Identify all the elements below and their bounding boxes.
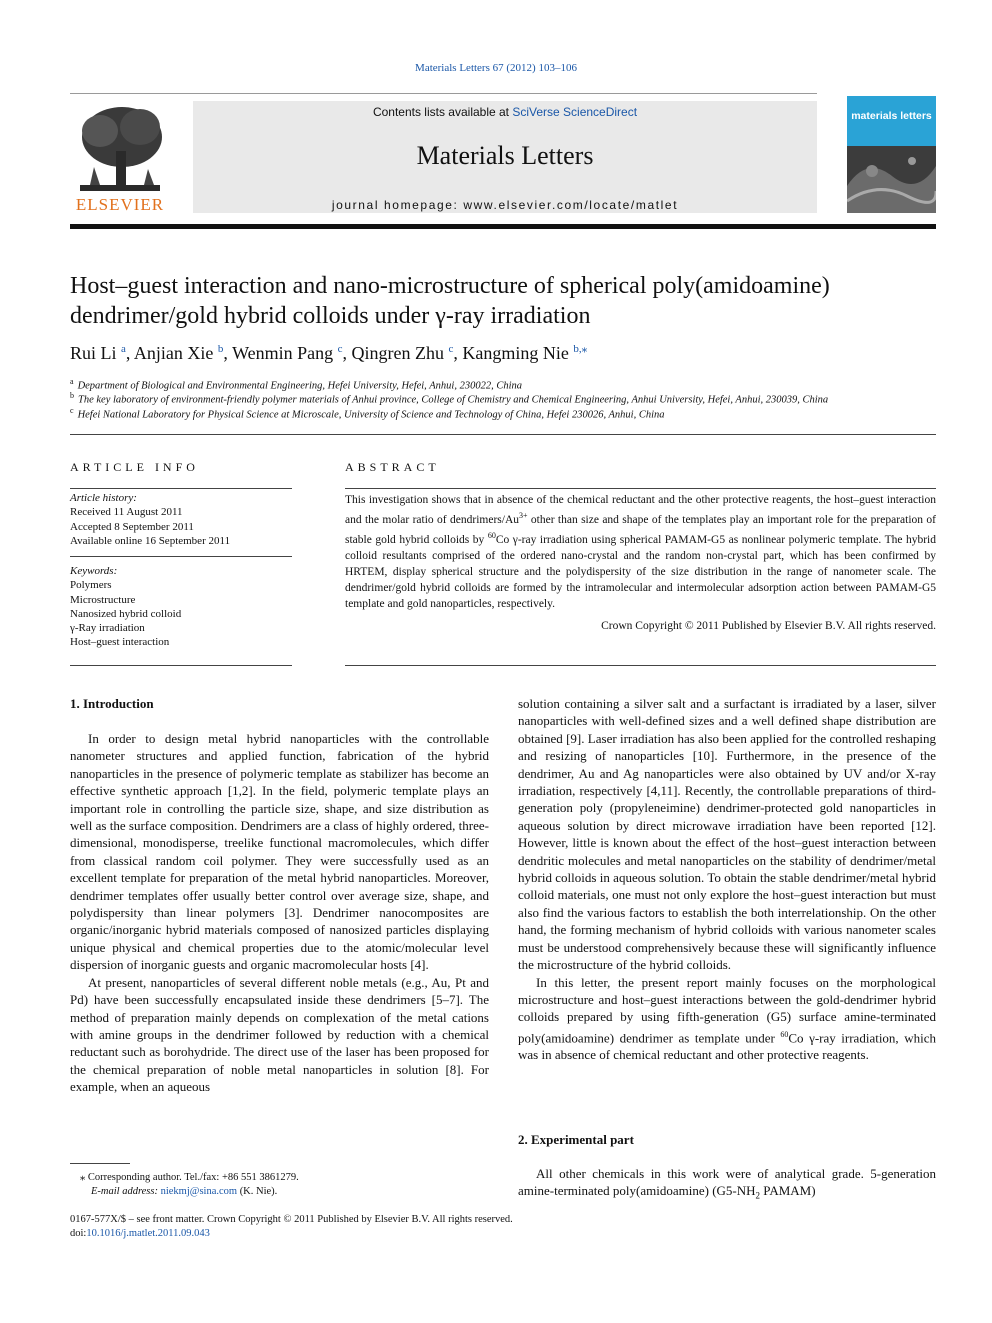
abstract-heading: ABSTRACT xyxy=(345,460,440,474)
introduction-heading: 1. Introduction xyxy=(70,696,154,711)
abstract-superscript: 60 xyxy=(487,530,496,540)
accepted-date: Accepted 8 September 2011 xyxy=(70,520,194,533)
journal-masthead xyxy=(193,101,817,213)
contents-availability xyxy=(193,105,817,119)
author-name: Kangming Nie xyxy=(462,343,569,363)
sciencedirect-link[interactable]: SciVerse ScienceDirect xyxy=(512,105,638,119)
abstract-copyright: Crown Copyright © 2011 Published by Elsevier B.V. All rights reserved. xyxy=(601,620,936,632)
author-separator: , xyxy=(223,343,233,363)
paragraph: At present, nanoparticles of several different noble metals (e.g., Au, Pt and Pd) have been successfully encapsulated inside these dendrimers [5–7]. The method of preparation mainly depends on complexation of the metal cations with amine groups in the dendrimer followed by reduction with a chemical reductant such as borohydride. The direct use of the laser has been proposed for the chemical preparation of noble metal nanoparticles in solution [8]. For example, when an aqueous xyxy=(70,974,489,1095)
issn-line: 0167-577X/$ – see front matter. Crown Copyright © 2011 Published by Elsevier B.V. All rights reserved. xyxy=(70,1214,513,1225)
author-name: Qingren Zhu xyxy=(351,343,445,363)
history-label: Article history: xyxy=(70,492,137,504)
affiliation-mark: b xyxy=(70,391,74,400)
article-info-heading: ARTICLE INFO xyxy=(70,460,199,474)
author-list xyxy=(70,342,587,364)
author-name: Anjian Xie xyxy=(133,343,214,363)
author-name: Wenmin Pang xyxy=(232,343,334,363)
article-info-rule xyxy=(70,488,292,489)
author-separator: , xyxy=(125,343,134,363)
author-affiliation-mark[interactable]: c xyxy=(337,343,343,355)
journal-cover xyxy=(847,96,936,213)
affiliation-mark: a xyxy=(70,377,74,386)
author-affiliation-mark[interactable]: c xyxy=(448,343,454,355)
title-line-2: dendrimer/gold hybrid colloids under γ-ray irradiation xyxy=(70,303,591,329)
author-separator: , xyxy=(453,343,463,363)
author-affiliation-mark[interactable]: a xyxy=(121,343,126,355)
experimental-text xyxy=(518,1165,936,1205)
history-divider xyxy=(70,556,292,557)
keyword: Microstructure xyxy=(70,593,136,606)
corresponding-author-note: ⁎ Corresponding author. Tel./fax: +86 551 3861279. xyxy=(80,1172,299,1183)
abstract-part: This investigation shows that in absence of the chemical reductant and the other protective reagents, the host–guest interaction and the molar ratio of dendrimers/Au xyxy=(345,494,936,526)
title-line-1: Host–guest interaction and nano-microstructure of spherical poly(amidoamine) xyxy=(70,273,830,299)
author-separator: , xyxy=(342,343,352,363)
abstract-bottom-rule xyxy=(345,665,936,666)
keyword: Polymers xyxy=(70,579,112,592)
affiliation-a xyxy=(70,377,522,392)
affiliation-c xyxy=(70,406,665,421)
doi-link[interactable]: 10.1016/j.matlet.2011.09.043 xyxy=(86,1228,210,1239)
email-note xyxy=(91,1186,277,1197)
elsevier-tree-icon xyxy=(70,103,170,195)
received-date: Received 11 August 2011 xyxy=(70,506,183,519)
online-date: Available online 16 September 2011 xyxy=(70,534,231,547)
paragraph xyxy=(518,974,936,1064)
footnote-rule xyxy=(70,1163,130,1164)
affiliation-text: Hefei National Laboratory for Physical Science at Microscale, University of Science and Technology of China, Hefei 230026, Anhui, China xyxy=(77,409,665,421)
article-info-bottom-rule xyxy=(70,665,292,666)
author-affiliation-mark[interactable]: b xyxy=(217,343,224,355)
keyword: Nanosized hybrid colloid xyxy=(70,607,182,620)
journal-citation[interactable]: Materials Letters 67 (2012) 103–106 xyxy=(415,62,577,74)
affiliation-divider xyxy=(70,434,936,435)
article-title xyxy=(70,271,936,331)
journal-homepage[interactable]: journal homepage: www.elsevier.com/locate/matlet xyxy=(331,198,679,212)
header-divider xyxy=(70,93,817,94)
email-suffix: (K. Nie). xyxy=(237,1186,278,1197)
email-link[interactable]: niekmj@sina.com xyxy=(160,1186,238,1197)
keywords-block xyxy=(70,564,292,650)
abstract-text xyxy=(345,492,936,612)
superscript: 60 xyxy=(780,1029,789,1039)
abstract-part: Co γ-ray irradiation using spherical PAMAM-G5 as nonlinear polymeric template. The hybrid colloid resultants comprised of the ordered nano-crystal and the random non-crystal part, which has been confirmed by HRTEM, display spherical structure and the polydispersity of the size distribution in the range of nanometer scale. The dendrimer/gold hybrid colloids are formed by the intramolecular and intermolecular adsorption action between PAMAM-G5 template and gold nanoparticles, respectively. xyxy=(345,533,936,610)
author-name: Rui Li xyxy=(70,343,117,363)
paragraph: In order to design metal hybrid nanoparticles with the controllable nanometer structures and applied function, fabrication of the hybrid nanoparticles in the presence of polymeric template as stabilizer has become an effective synthetic approach [1,2]. In the field, polymeric template plays an important role in controlling the particle size, shape, and size distribution as well as the surface composition. Dendrimers are a class of highly ordered, three-dimensional, monodisperse, treelike functional macromolecules, which differ from classical random coil polymer. They were successfully used as an excellent template for preparation of the metal hybrid nanoparticles. Moreover, dendrimer templates offer usually better control over average size, shape, and polydispersity than linear polymers [3]. Dendrimer nanocomposites are organic/inorganic hybrid materials composed of nanosized particles displaying unique physical and chemical properties due to the atomic/molecular level dispersion of inorganic guests and organic macromolecular hosts [4]. xyxy=(70,731,489,973)
keyword: γ-Ray irradiation xyxy=(70,622,145,635)
abstract-rule xyxy=(345,488,936,489)
header-thick-rule xyxy=(70,224,936,229)
elsevier-logo xyxy=(70,103,170,215)
paragraph-part: All other chemicals in this work were of analytical grade. 5-generation amine-terminated poly(amidoamine) (G5-NH xyxy=(518,1166,936,1199)
keyword: Host–guest interaction xyxy=(70,636,170,649)
affiliation-mark: c xyxy=(70,406,74,415)
affiliation-text: The key laboratory of environment-friendly polymer materials of Anhui province, College of Chemistry and Chemical Engineering, Anhui University, Hefei, Anhui, 230039, China xyxy=(78,394,829,406)
paragraph xyxy=(518,1165,936,1205)
experimental-heading: 2. Experimental part xyxy=(518,1132,634,1147)
abstract-part: other than size and shape of the templates play an important role for the preparation of stable gold hybrid colloids by xyxy=(345,513,936,546)
cover-image xyxy=(847,146,936,213)
elsevier-wordmark: ELSEVIER xyxy=(75,195,165,214)
cover-title: materials letters xyxy=(851,110,932,122)
left-column xyxy=(70,730,489,1096)
article-history xyxy=(70,491,292,548)
doi-label: doi: xyxy=(70,1228,87,1239)
journal-name: Materials Letters xyxy=(416,141,594,170)
author-affiliation-mark[interactable]: b,⁎ xyxy=(573,343,588,355)
paragraph: solution containing a silver salt and a surfactant is irradiated by a laser, silver nanoparticles with well-defined sizes and a well defined shape distribution are obtained [9]. Laser irradiation has also been applied for the controlled reshaping and resizing of nanoparticles [10]. Furthermore, in the presence of the dendrimer, Au and Ag nanoparticles were also obtained by UV and/or X-ray irradiation, respectively [4,11]. Recently, the controllable preparations of third-generation poly (propyleneimine) dendrimer-protected gold nanoparticles in aqueous solution by direct microwave irradiation have been reported [12]. However, little is known about the effect of the host–guest interaction between dendritic molecules and metal nanoparticles on the stability of dendrimer/metal hybrid colloids in aqueous solution. To obtain the stable dendrimer/metal hybrid colloid materials, one must not only explore the host–guest interaction but must also find the various factors to establish the both interrelationship. On the other hand, the forming mechanism of hybrid colloids with various nanometer scales must be understood comprehensively because these will significantly influence the microstructure of the hybrid colloids. xyxy=(518,696,936,973)
contents-prefix: Contents lists available at xyxy=(372,105,513,119)
paragraph-part: PAMAM) xyxy=(760,1183,816,1199)
keywords-label: Keywords: xyxy=(70,565,118,577)
paragraph-part: In this letter, the present report mainly focuses on the morphological microstructure and host–guest interactions between the gold-dendrimer hybrid colloids prepared by using fifth-generation (G5) surface amine-terminated poly(amidoamine) dendrimer as template under xyxy=(518,974,936,1046)
abstract-superscript: 3+ xyxy=(519,511,528,520)
affiliation-text: Department of Biological and Environmental Engineering, Hefei University, Hefei, Anhui, 230022, China xyxy=(77,380,522,392)
subscript: 2 xyxy=(755,1191,761,1201)
email-label: E-mail address: xyxy=(91,1186,161,1197)
affiliation-b xyxy=(70,391,828,406)
right-column xyxy=(518,695,936,1064)
doi-line xyxy=(70,1228,210,1239)
paragraph-part: Co γ-ray irradiation, which was in absence of chemical reductant and other protective reagents. xyxy=(518,1030,936,1063)
